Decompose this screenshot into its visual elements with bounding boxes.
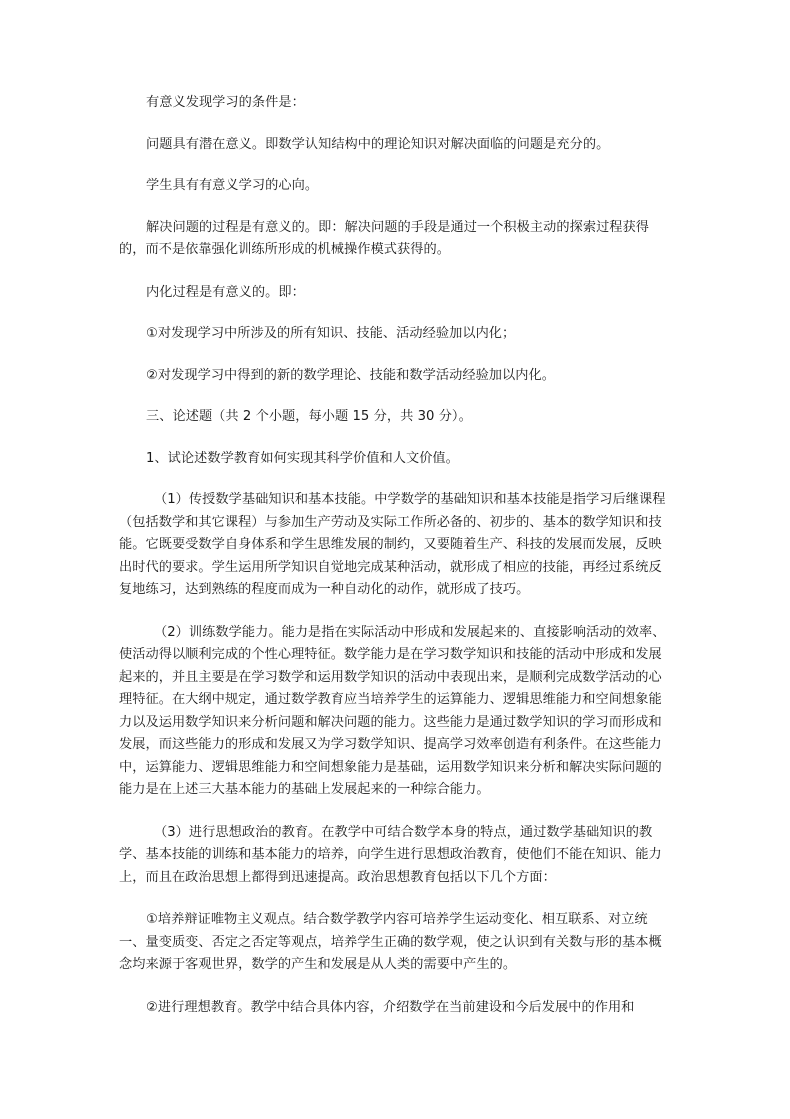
section-heading-essay-questions: 三、论述题（共 2 个小题，每小题 15 分，共 30 分）。 [146,409,472,424]
paragraph-subpoint-1-dialectical-materialism: ①培养辩证唯物主义观点。结合数学教学内容可培养学生运动变化、相互联系、对立统一、量变质变、否定之否定等观点，培养学生正确的数学观，使之认识到有关数与形的基本概念均来源于客观世界，数学的产生和发展是从人类的需要中产生的。 [119,912,662,972]
document-page [119,92,671,1039]
paragraph-point-3-political-education: （3）进行思想政治的教育。在教学中可结合数学本身的特点，通过数学基础知识的教学、基本技能的训练和基本能力的培养，向学生进行思想政治教育，使他们不能在知识、能力上，而且在政治思想上都得到迅速提高。政治思想教育包括以下几个方面： [119,824,662,885]
paragraph-conditions-heading: 有意义发现学习的条件是： [146,95,305,110]
paragraph-problem-potential-meaning: 问题具有潜在意义。即数学认知结构中的理论知识对解决面临的问题是充分的。 [146,136,610,152]
paragraph-learning-intention: 学生具有有意义学习的心向。 [146,178,319,193]
paragraph-internalization-item-1: ①对发现学习中所涉及的所有知识、技能、活动经验加以内化； [146,326,516,341]
paragraph-point-1-knowledge-skills: （1）传授数学基础知识和基本技能。中学数学的基础知识和基本技能是指学习后继课程（包括数学和其它课程）与参加生产劳动及实际工作所必备的、初步的、基本的数学知识和技能。它既要受数学自身体系和学生思维发展的制约，又要随着生产、科技的发展而发展，反映出时代的要求。学生运用所学知识自觉地完成某种活动，就形成了相应的技能，再经过系统反复地练习，达到熟练的程度而成为一种自动化的动作，就形成了技巧。 [119,492,666,597]
paragraph-point-2-math-ability: （2）训练数学能力。能力是指在实际活动中形成和发展起来的、直接影响活动的效率、使活动得以顺利完成的个性心理特征。数学能力是在学习数学知识和技能的活动中形成和发展起来的，并且主要是在学习数学和运用数学知识的活动中表现出来，是顺利完成数学活动的心理特征。在大纲中规定，通过数学教育应当培养学生的运算能力、逻辑思维能力和空间想象能力以及运用数学知识来分析问题和解决问题的能力。这些能力是通过数学知识的学习而形成和发展，而这些能力的形成和发展又为学习数学知识、提高学习效率创造有利条件。在这些能力中，运算能力、逻辑思维能力和空间想象能力是基础，运用数学知识来分析和解决实际问题的能力是在上述三大基本能力的基础上发展起来的一种综合能力。 [119,624,666,797]
paragraph-subpoint-2-ideals-education: ②进行理想教育。教学中结合具体内容，介绍数学在当前建设和今后发展中的作用和 [146,999,635,1015]
question-1-title: 1、试论述数学教育如何实现其科学价值和人文价值。 [146,450,459,466]
paragraph-problem-solving-process: 解决问题的过程是有意义的。即：解决问题的手段是通过一个积极主动的探索过程获得的，而不是依靠强化训练所形成的机械操作模式获得的。 [119,219,650,257]
paragraph-internalization-heading: 内化过程是有意义的。即： [146,284,305,300]
paragraph-internalization-item-2: ②对发现学习中得到的新的数学理论、技能和数学活动经验加以内化。 [146,367,555,383]
